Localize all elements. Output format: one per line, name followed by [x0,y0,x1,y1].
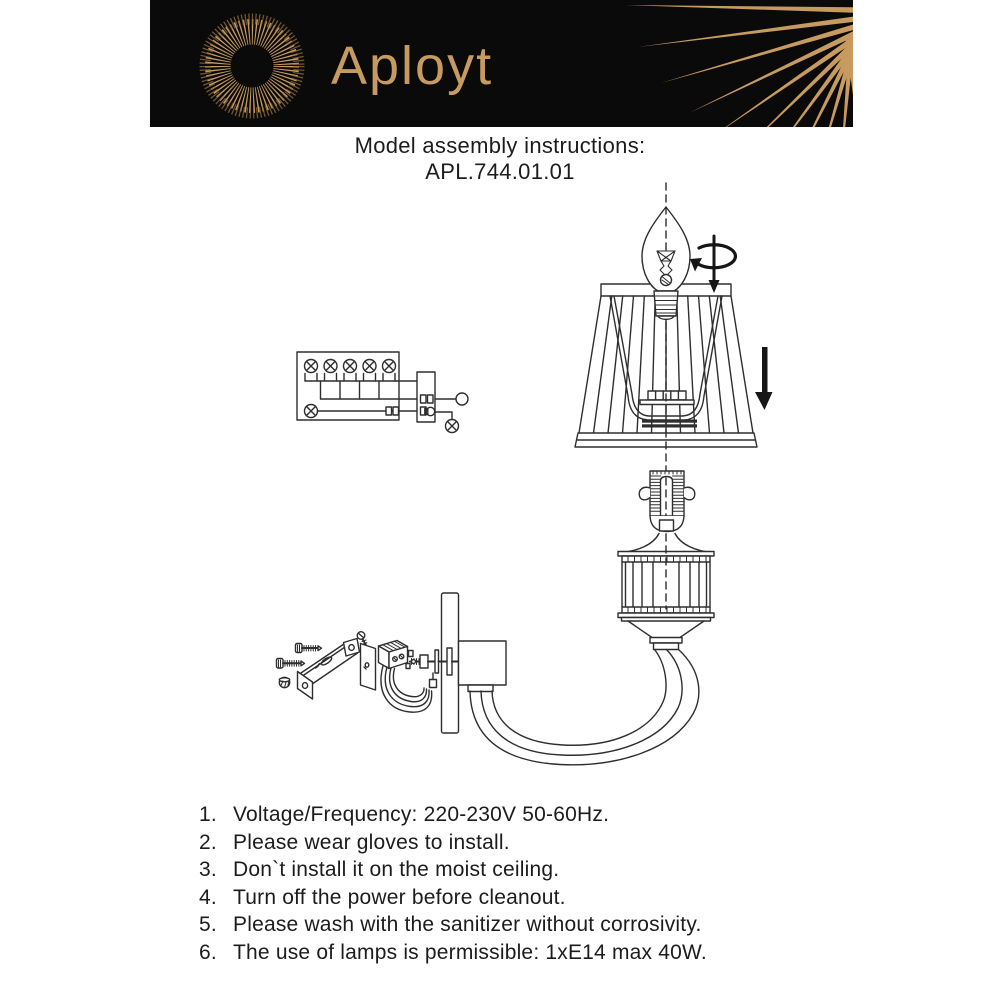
model-number: APL.744.01.01 [425,159,575,184]
brand-header [150,0,853,127]
arm-housing [459,641,507,692]
brand-wordmark: Aployt [331,36,494,96]
wiring-schematic [297,352,468,433]
item-number: 4. [199,885,217,909]
list-item [199,884,707,912]
wall-plate [361,644,376,691]
item-text: Voltage/Frequency: 220-230V 50-60Hz. [233,803,610,826]
item-number: 6. [199,940,217,964]
item-number: 2. [199,830,217,854]
list-item [199,856,707,884]
down-arrow-icon [755,347,773,410]
page-title [0,133,1000,185]
item-text: The use of lamps is permissible: 1xE14 max 40W. [233,940,707,964]
list-item [199,801,707,829]
wires [381,666,432,712]
lamp-symbols [305,360,396,373]
terminal-block [379,641,416,669]
instruction-list [199,801,707,967]
item-number: 3. [199,858,217,882]
item-text: Please wash with the sanitizer without corrosivity. [233,913,702,937]
item-number: 1. [199,803,217,826]
assembly-diagram [250,180,810,780]
list-item [199,829,707,857]
item-text: Please wear gloves to install. [233,830,510,854]
item-text: Don`t install it on the moist ceiling. [233,858,560,882]
list-item [199,939,707,967]
list-item [199,911,707,939]
item-text: Turn off the power before cleanout. [233,885,566,909]
title-line: Model assembly instructions: [354,133,646,158]
item-number: 5. [199,913,217,937]
